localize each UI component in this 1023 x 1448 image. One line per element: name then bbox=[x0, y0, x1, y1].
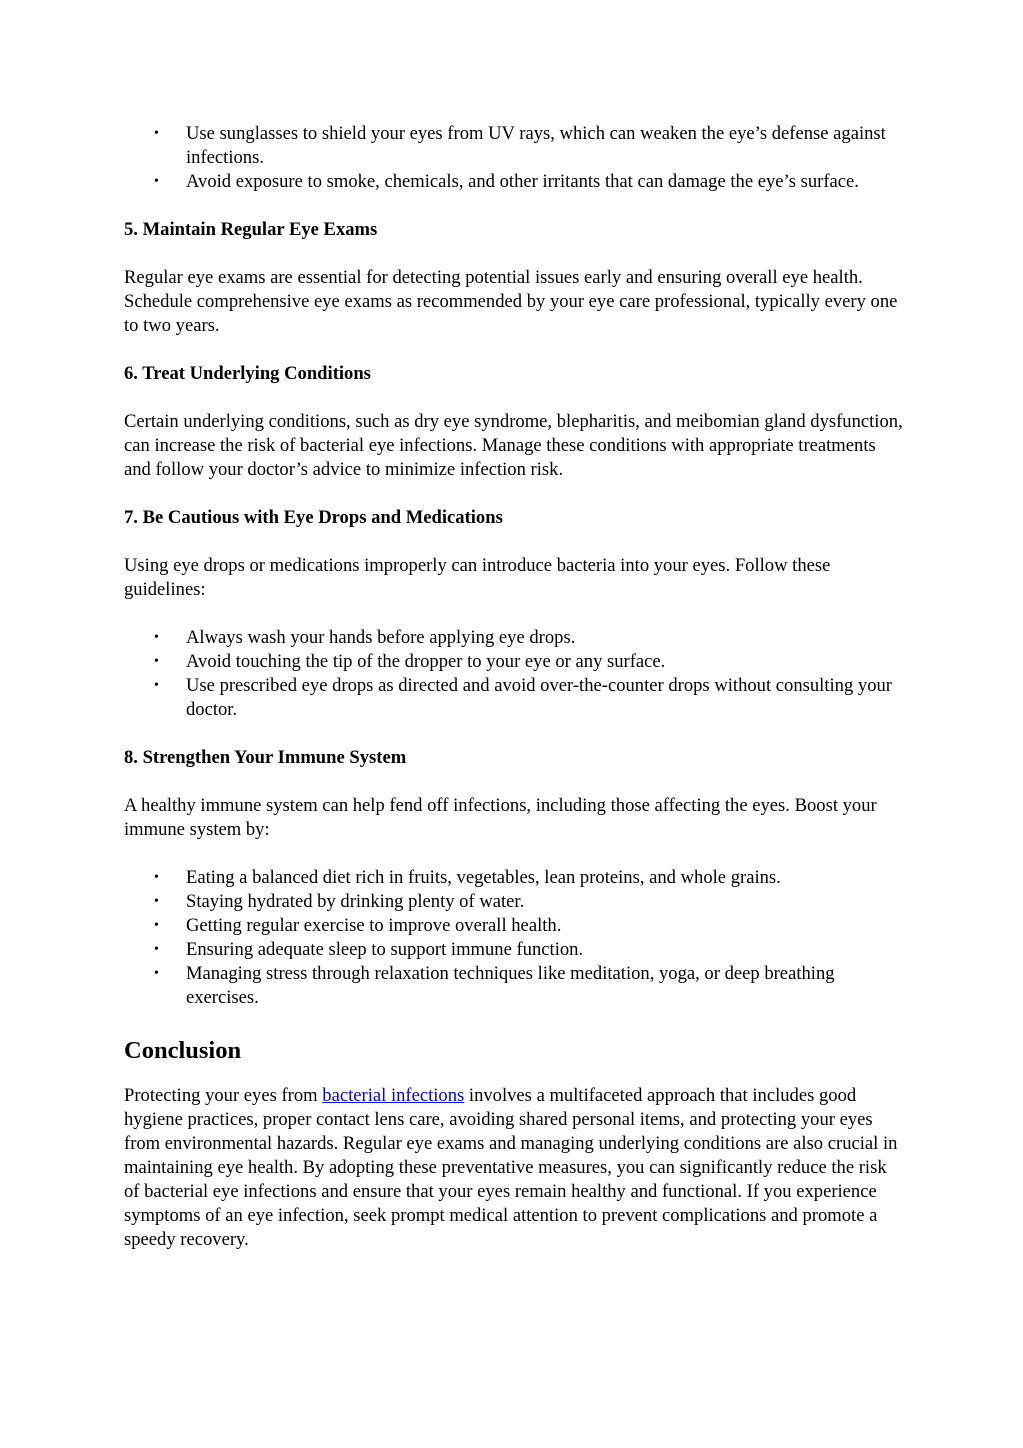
section-heading-regular-eye-exams: 5. Maintain Regular Eye Exams bbox=[124, 219, 378, 240]
bullet-icon: • bbox=[154, 174, 159, 189]
list-item-text: Staying hydrated by drinking plenty of water. bbox=[186, 891, 525, 912]
conclusion-text-before-link: Protecting your eyes from bbox=[124, 1085, 323, 1106]
list-item bbox=[124, 866, 903, 890]
eye-drops-bullet-list bbox=[124, 626, 903, 722]
immune-bullet-list bbox=[124, 866, 903, 1010]
conclusion-body bbox=[124, 1084, 903, 1252]
bullet-icon: • bbox=[154, 654, 159, 669]
bullet-icon: • bbox=[154, 918, 159, 933]
list-item-text: Getting regular exercise to improve overall health. bbox=[186, 915, 562, 936]
bullet-icon: • bbox=[154, 870, 159, 885]
list-item-text: Managing stress through relaxation techniques like meditation, yoga, or deep breathing exercises. bbox=[186, 963, 835, 1008]
bullet-icon: • bbox=[154, 126, 159, 141]
list-item bbox=[124, 962, 903, 1010]
list-item bbox=[124, 170, 903, 194]
list-item bbox=[124, 650, 903, 674]
bullet-icon: • bbox=[154, 894, 159, 909]
section-heading-eye-drops: 7. Be Cautious with Eye Drops and Medications bbox=[124, 507, 503, 528]
conclusion-text-after-link: involves a multifaceted approach that includes good hygiene practices, proper contact lens care, avoiding shared personal items, and protecting your eyes from environmental hazards. Regular eye exams and managing underlying conditions are also crucial in maintaining eye health. By adopting these preventative measures, you can significantly reduce the risk of bacterial eye infections and ensure that your eyes remain healthy and functional. If you experience symptoms of an eye infection, seek prompt medical attention to prevent complications and promote a speedy recovery. bbox=[124, 1085, 898, 1250]
list-item bbox=[124, 626, 903, 650]
list-item bbox=[124, 890, 903, 914]
list-item bbox=[124, 674, 903, 722]
list-item bbox=[124, 914, 903, 938]
list-item-text: Avoid touching the tip of the dropper to your eye or any surface. bbox=[186, 651, 666, 672]
list-item-text: Eating a balanced diet rich in fruits, vegetables, lean proteins, and whole grains. bbox=[186, 867, 781, 888]
list-item-text: Use sunglasses to shield your eyes from UV rays, which can weaken the eye’s defense against infections. bbox=[186, 123, 886, 168]
list-item-text: Always wash your hands before applying eye drops. bbox=[186, 627, 576, 648]
section-heading-underlying-conditions: 6. Treat Underlying Conditions bbox=[124, 363, 371, 384]
list-item-text: Ensuring adequate sleep to support immune function. bbox=[186, 939, 584, 960]
list-item-text: Avoid exposure to smoke, chemicals, and other irritants that can damage the eye’s surface. bbox=[186, 171, 859, 192]
section-body-regular-eye-exams: Regular eye exams are essential for detecting potential issues early and ensuring overall eye health. Schedule comprehensive eye exams as recommended by your eye care professional, typically every one to two years. bbox=[124, 267, 898, 336]
section-body-underlying-conditions: Certain underlying conditions, such as dry eye syndrome, blepharitis, and meibomian gland dysfunction, can increase the risk of bacterial eye infections. Manage these conditions with appropriate treatments and follow your doctor’s advice to minimize infection risk. bbox=[124, 411, 903, 480]
list-item-text: Use prescribed eye drops as directed and avoid over-the-counter drops without consulting your doctor. bbox=[186, 675, 892, 720]
bullet-icon: • bbox=[154, 942, 159, 957]
bullet-icon: • bbox=[154, 678, 159, 693]
bullet-icon: • bbox=[154, 966, 159, 981]
conclusion-heading: Conclusion bbox=[124, 1037, 242, 1064]
section-heading-immune-system: 8. Strengthen Your Immune System bbox=[124, 747, 407, 768]
bullet-icon: • bbox=[154, 630, 159, 645]
section-body-immune-system: A healthy immune system can help fend off infections, including those affecting the eyes. Boost your immune system by: bbox=[124, 795, 877, 840]
bacterial-infections-link[interactable]: bacterial infections bbox=[322, 1085, 465, 1106]
list-item bbox=[124, 122, 903, 170]
top-bullet-list bbox=[124, 122, 903, 194]
list-item bbox=[124, 938, 903, 962]
section-body-eye-drops: Using eye drops or medications improperly can introduce bacteria into your eyes. Follow these guidelines: bbox=[124, 555, 831, 600]
